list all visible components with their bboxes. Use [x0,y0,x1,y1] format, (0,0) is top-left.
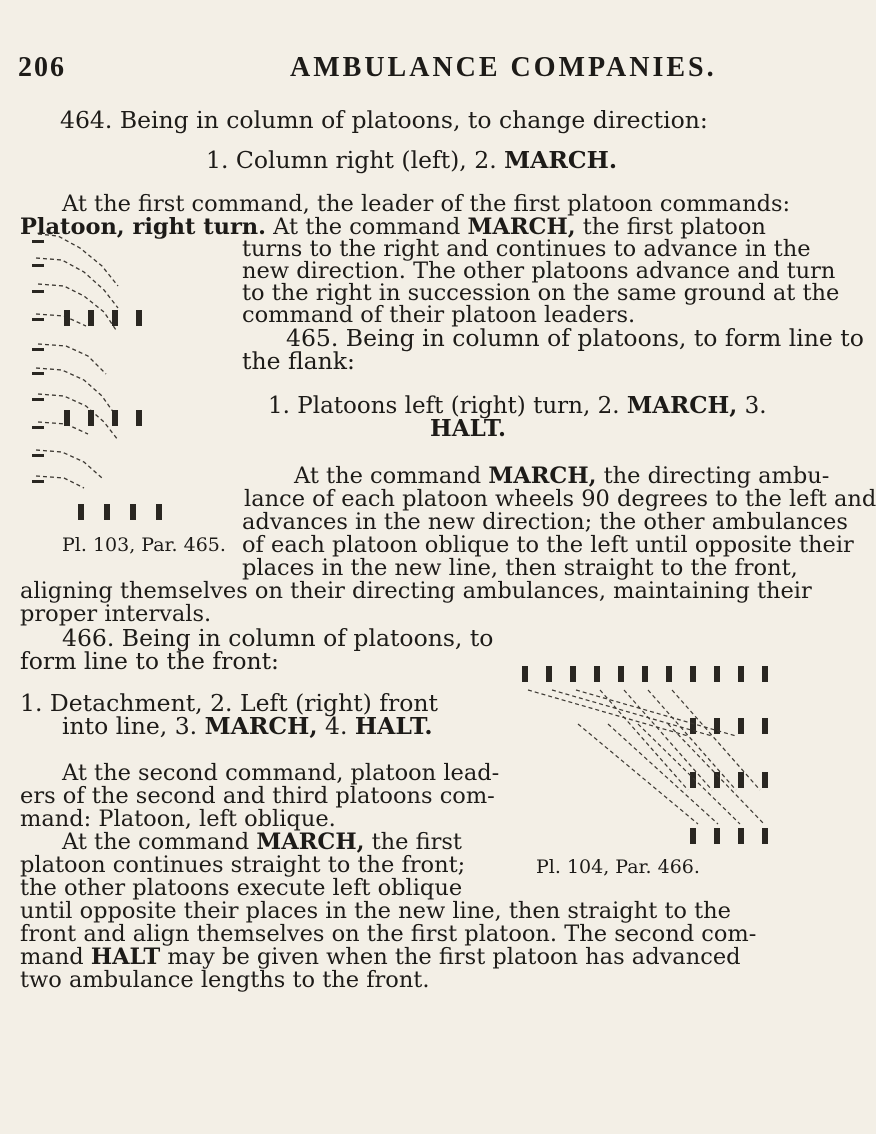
para-465-line: lance of each platoon wheels 90 degrees to the left and [244,486,876,512]
para-464-line: to the right in succession on the same ground at the [242,280,840,306]
plate-103-caption: Pl. 103, Par. 465. [62,534,226,556]
page-number: 206 [18,52,66,83]
para-464-heading: 464. Being in column of platoons, to change direction: [60,106,708,134]
para-465-heading: 465. Being in column of platoons, to form line to [286,324,864,352]
para-464-command: 1. Column right (left), 2. MARCH. [206,146,618,174]
para-465-command: 1. Platoons left (right) turn, 2. MARCH, 3. [268,392,767,419]
para-466-command: into line, 3. MARCH, 4. HALT. [62,712,433,740]
para-466-line: At the second command, platoon lead- [62,760,500,786]
para-466-heading: 466. Being in column of platoons, to [62,624,494,652]
para-466-line: ers of the second and third platoons com- [20,783,495,809]
para-465-line: advances in the new direction; the other ambulances [242,509,848,535]
para-466-line: platoon continues straight to the front; [20,852,466,878]
para-465-line: proper intervals. [20,601,212,627]
running-head [0,52,800,88]
para-466-line: until opposite their places in the new line, then straight to the [20,898,731,924]
para-466-line: At the command MARCH, the first [62,829,462,855]
para-466-line: the other platoons execute left oblique [20,875,463,901]
para-464-line: turns to the right and continues to advance in the [242,236,811,262]
para-465-halt: HALT. [430,415,507,442]
running-title: AMBULANCE COMPANIES. [290,52,717,83]
para-466-command: 1. Detachment, 2. Left (right) front [20,689,438,717]
para-466-heading: form line to the front: [20,647,279,675]
para-466-line: two ambulance lengths to the front. [20,967,430,993]
para-466-line: front and align themselves on the first platoon. The second com- [20,921,757,947]
para-465-line: aligning themselves on their directing ambulances, maintaining their [20,578,812,604]
para-465-line: of each platoon oblique to the left until opposite their [242,532,854,558]
para-466-line: mand HALT may be given when the first platoon has advanced [20,944,741,970]
plate-104-diagram [518,664,788,854]
para-465-heading: the flank: [242,347,355,375]
plate-103-diagram [28,226,238,526]
plate-104-caption: Pl. 104, Par. 466. [536,856,700,878]
para-464-line: At the first command, the leader of the first platoon commands: [62,191,791,217]
para-464-line: command of their platoon leaders. [242,302,636,328]
para-464-line: new direction. The other platoons advance and turn [242,258,836,284]
para-464-line: Platoon, right turn. At the command MARCH, the first platoon [20,214,766,240]
para-466-line: mand: Platoon, left oblique. [20,806,336,832]
para-465-line: At the command MARCH, the directing ambu- [294,463,830,489]
para-465-line: places in the new line, then straight to the front, [242,555,798,581]
